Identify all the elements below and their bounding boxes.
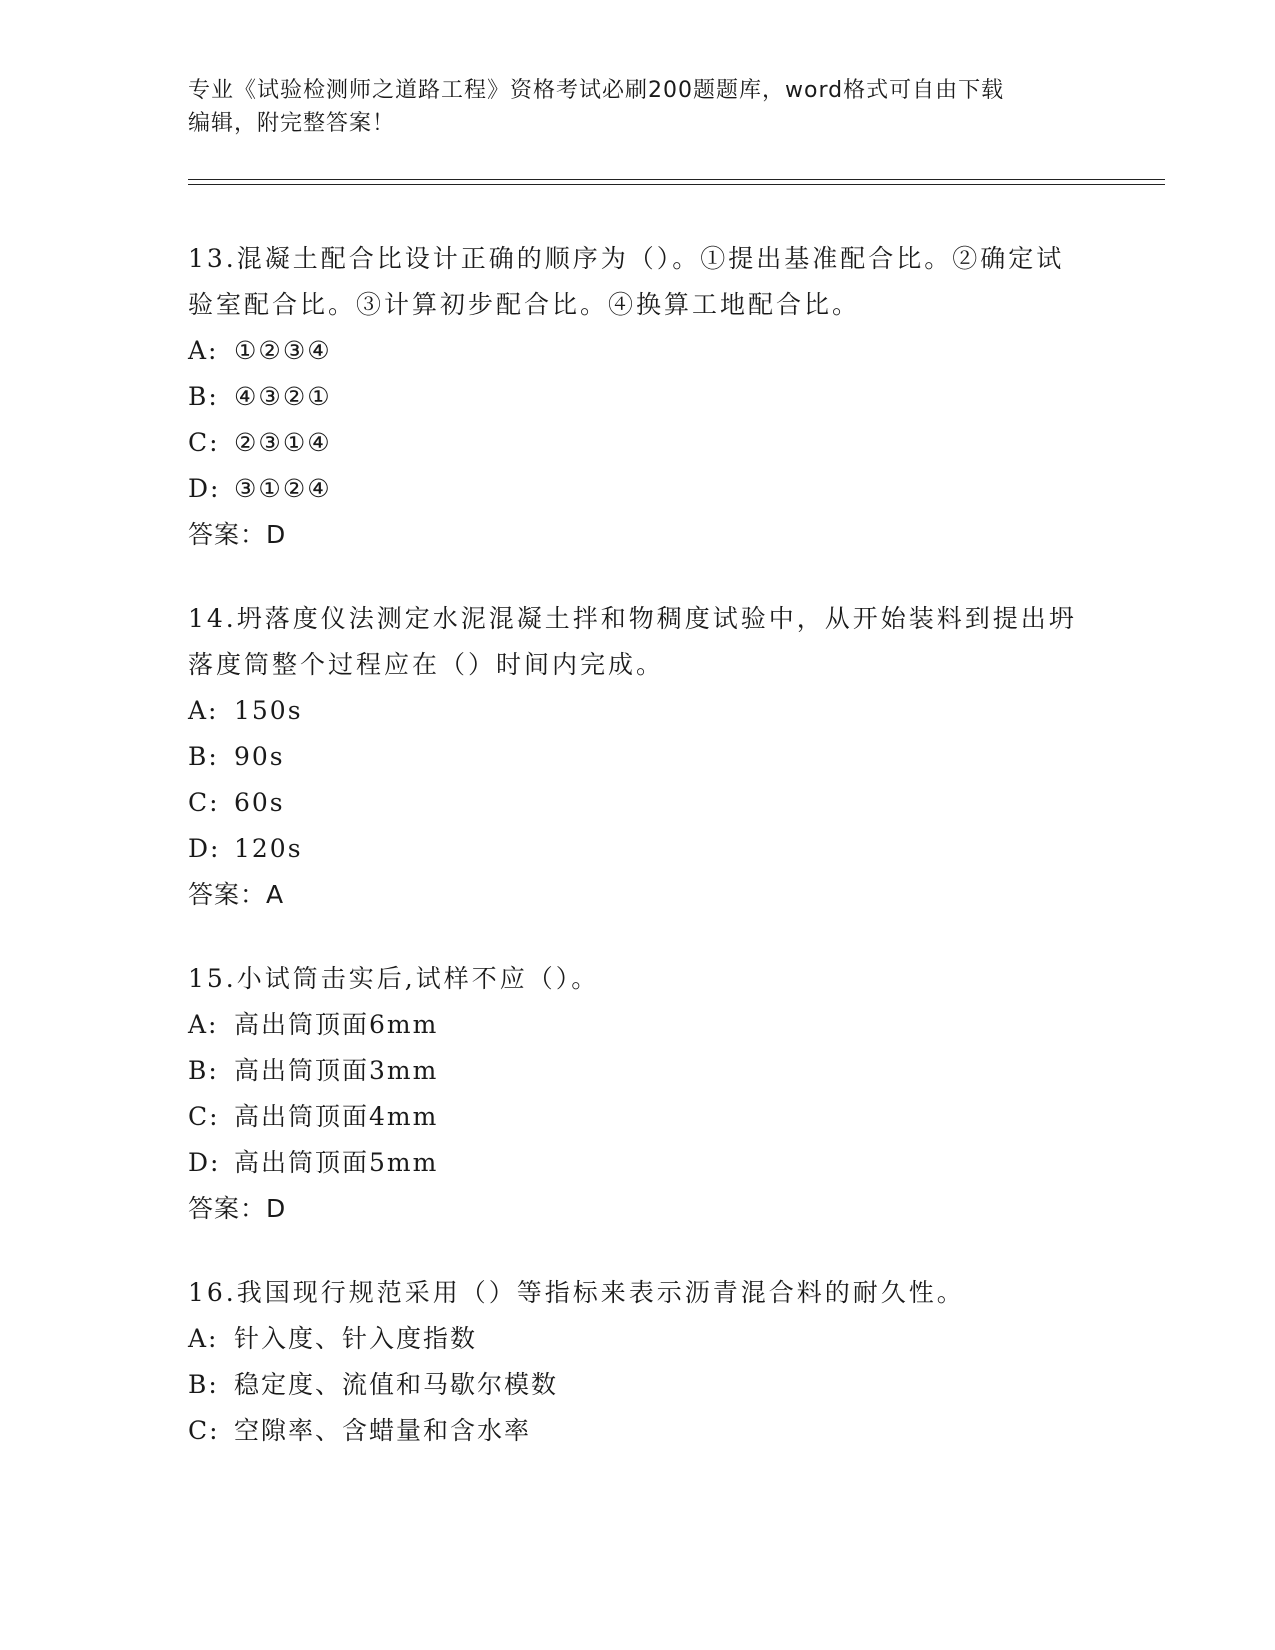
option-c	[188, 780, 1088, 826]
option-text: ①②③④	[234, 336, 332, 365]
option-letter: B:	[188, 382, 219, 411]
option-letter: D:	[188, 1148, 221, 1177]
option-text: 稳定度、流值和马歇尔模数	[234, 1370, 559, 1399]
option-b	[188, 734, 1088, 780]
option-text: 针入度、针入度指数	[234, 1324, 478, 1353]
option-b	[188, 1362, 1088, 1408]
option-letter: C:	[188, 428, 220, 457]
option-d	[188, 826, 1088, 872]
option-text: 90s	[234, 742, 285, 771]
question-15	[188, 956, 1088, 1232]
option-letter: D:	[188, 834, 221, 863]
option-c	[188, 1094, 1088, 1140]
option-a	[188, 1316, 1088, 1362]
document-header	[188, 74, 1088, 140]
option-letter: B:	[188, 742, 219, 771]
option-c	[188, 1408, 1088, 1454]
option-letter: A:	[188, 1010, 219, 1039]
header-rule-top	[188, 179, 1165, 180]
option-text: 高出筒顶面3mm	[234, 1056, 439, 1085]
question-13	[188, 236, 1088, 558]
option-a	[188, 328, 1088, 374]
option-text: 150s	[234, 696, 303, 725]
header-rule-bottom	[188, 184, 1165, 185]
option-b	[188, 1048, 1088, 1094]
option-a	[188, 1002, 1088, 1048]
answer-line: 答案：D	[188, 1194, 287, 1223]
header-title-line1: 专业《试验检测师之道路工程》资格考试必刷200题题库，word格式可自由下载	[188, 78, 1005, 103]
answer-line: 答案：D	[188, 520, 287, 549]
option-b	[188, 374, 1088, 420]
answer-line: 答案：A	[188, 880, 285, 909]
option-text: 高出筒顶面4mm	[234, 1102, 439, 1131]
option-letter: C:	[188, 1416, 220, 1445]
question-stem: 14.坍落度仪法测定水泥混凝土拌和物稠度试验中，从开始装料到提出坍落度筒整个过程应在（）时间内完成。	[188, 604, 1077, 679]
option-letter: B:	[188, 1370, 219, 1399]
question-14	[188, 596, 1088, 918]
option-letter: D:	[188, 474, 221, 503]
option-letter: A:	[188, 336, 219, 365]
option-d	[188, 1140, 1088, 1186]
option-letter: A:	[188, 696, 219, 725]
question-stem: 16.我国现行规范采用（）等指标来表示沥青混合料的耐久性。	[188, 1278, 965, 1307]
option-letter: C:	[188, 1102, 220, 1131]
option-text: ④③②①	[234, 382, 332, 411]
option-text: 高出筒顶面5mm	[234, 1148, 439, 1177]
option-text: 60s	[234, 788, 285, 817]
option-text: 高出筒顶面6mm	[234, 1010, 439, 1039]
option-text: ③①②④	[234, 474, 332, 503]
question-stem: 13.混凝土配合比设计正确的顺序为（）。①提出基准配合比。②确定试验室配合比。③计算初步配合比。④换算工地配合比。	[188, 244, 1065, 319]
option-a	[188, 688, 1088, 734]
option-text: 120s	[234, 834, 303, 863]
option-d	[188, 466, 1088, 512]
header-title-line2: 编辑，附完整答案！	[188, 111, 396, 136]
question-list	[188, 236, 1088, 1492]
option-letter: C:	[188, 788, 220, 817]
option-letter: B:	[188, 1056, 219, 1085]
option-c	[188, 420, 1088, 466]
option-text: 空隙率、含蜡量和含水率	[234, 1416, 532, 1445]
question-16	[188, 1270, 1088, 1454]
question-stem: 15.小试筒击实后,试样不应（）。	[188, 964, 600, 993]
option-letter: A:	[188, 1324, 219, 1353]
option-text: ②③①④	[234, 428, 332, 457]
